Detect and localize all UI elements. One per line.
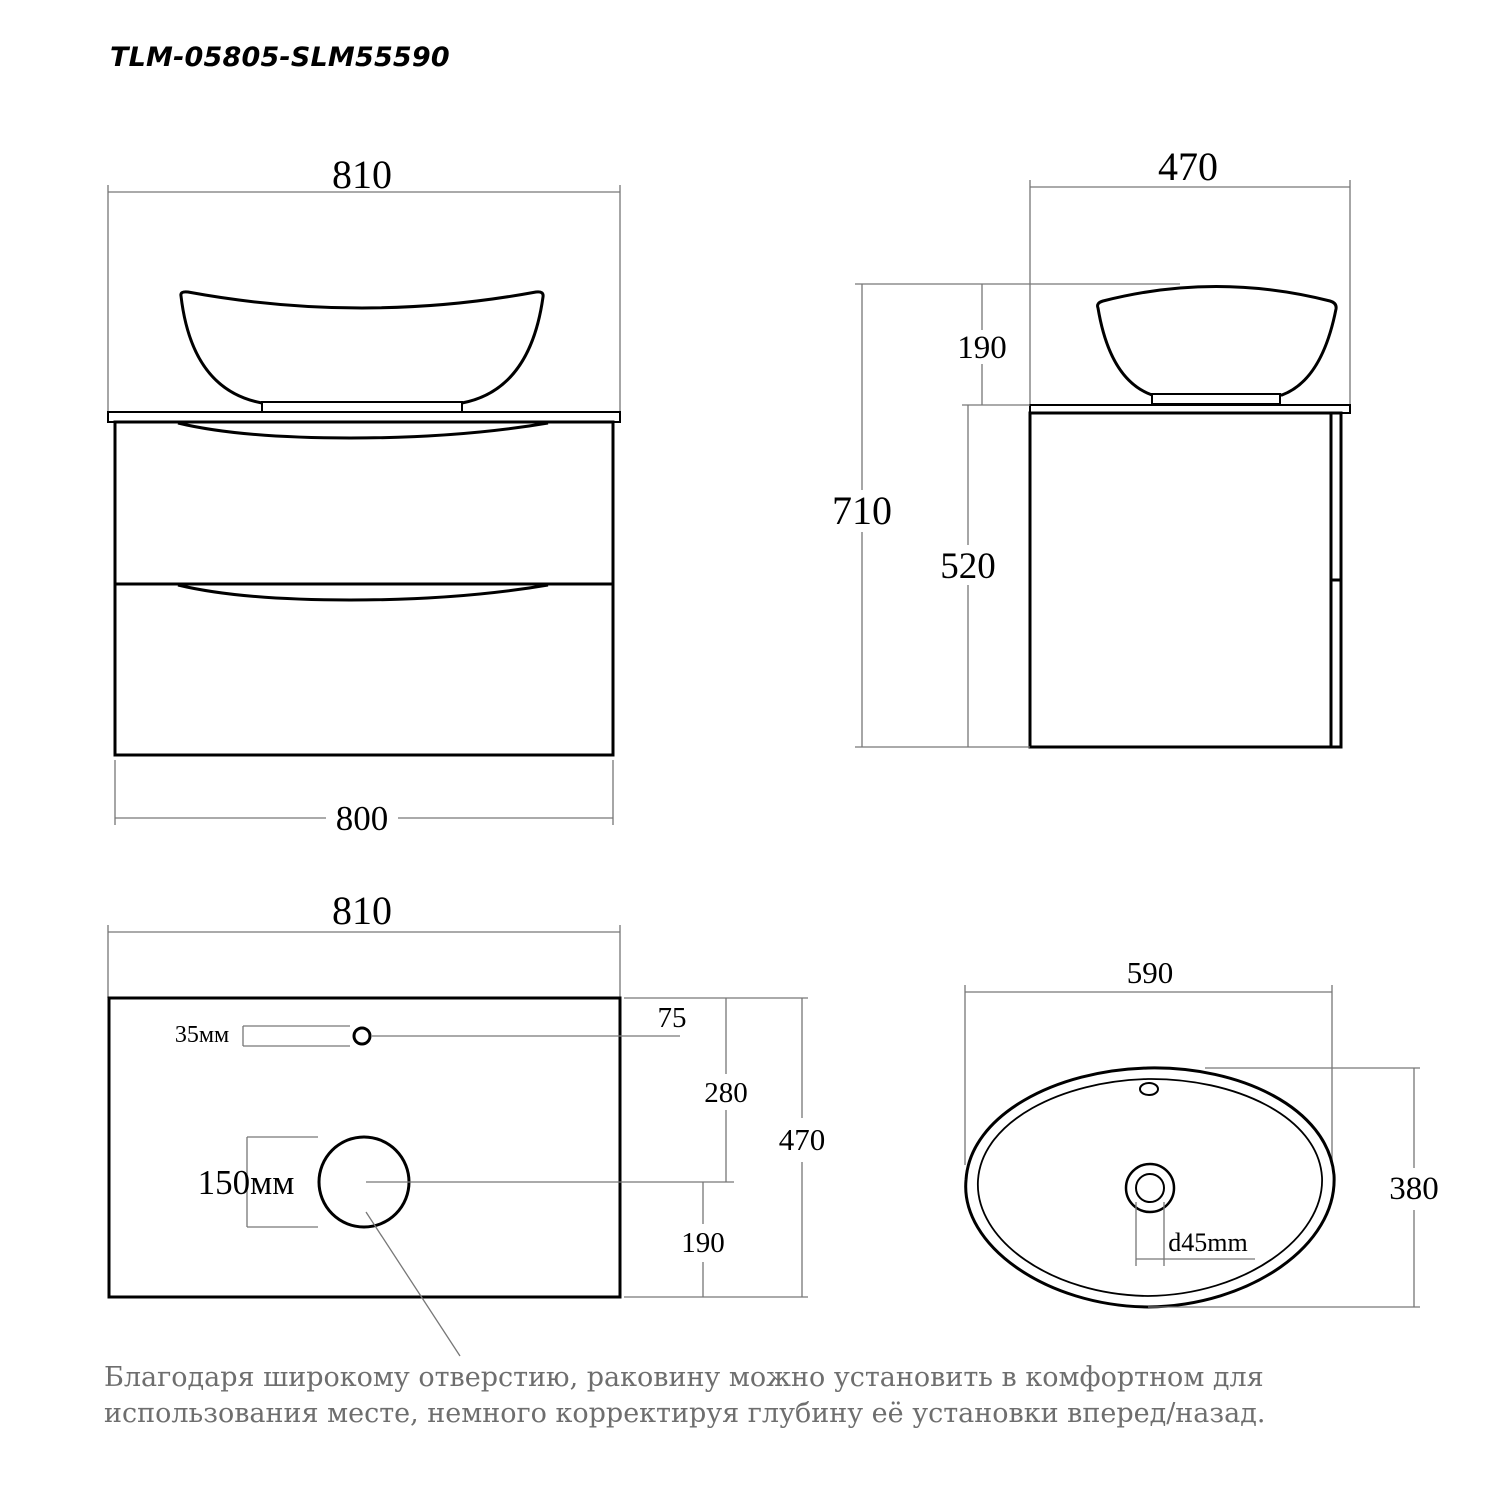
plan-drain-hole-label: 150мм bbox=[197, 1163, 295, 1202]
plan-tap-hole-label: 35мм bbox=[174, 1022, 230, 1048]
plan-drain-offset-top-label: 280 bbox=[704, 1077, 748, 1109]
plan-depth-label: 470 bbox=[778, 1122, 826, 1157]
side-depth-dimension bbox=[1030, 144, 1350, 406]
basin-depth-label: 380 bbox=[1389, 1171, 1439, 1207]
model-title: TLM-05805-SLM55590 bbox=[110, 42, 450, 73]
basin-overflow-hole bbox=[1140, 1083, 1158, 1095]
side-basin-height-label: 190 bbox=[957, 330, 1007, 366]
front-basin-outline bbox=[181, 292, 543, 403]
side-cabinet-height-label: 520 bbox=[940, 546, 996, 587]
plan-width-dimension bbox=[108, 888, 620, 998]
plan-view bbox=[108, 888, 825, 1356]
plan-tap-hole bbox=[354, 1028, 370, 1044]
basin-width-dimension bbox=[965, 955, 1332, 1165]
side-basin-outline bbox=[1098, 287, 1337, 396]
front-top-width-dimension bbox=[108, 152, 620, 412]
side-depth-label: 470 bbox=[1158, 144, 1218, 189]
plan-drain-offset-bottom-label: 190 bbox=[681, 1227, 725, 1259]
side-basin-base bbox=[1152, 394, 1280, 404]
basin-width-label: 590 bbox=[1126, 955, 1174, 990]
side-height-dimensions bbox=[832, 284, 1180, 747]
basin-plan-view bbox=[965, 955, 1439, 1307]
front-drawer-handle-top bbox=[178, 423, 548, 438]
front-drawer-handle-bottom bbox=[178, 585, 548, 600]
side-total-height-label: 710 bbox=[832, 488, 892, 533]
side-view bbox=[832, 144, 1350, 747]
plan-tap-offset-label: 75 bbox=[657, 1002, 687, 1034]
note-leader-line bbox=[366, 1212, 460, 1356]
plan-width-label: 810 bbox=[332, 888, 392, 933]
installation-note bbox=[104, 1360, 1424, 1432]
front-top-width-label: 810 bbox=[332, 152, 392, 197]
front-bottom-width-label: 800 bbox=[335, 799, 389, 838]
front-basin-base bbox=[262, 402, 462, 412]
installation-note-line-1: Благодаря широкому отверстию, раковину можно установить в комфортном для bbox=[104, 1362, 1264, 1393]
basin-depth-dimension bbox=[1148, 1068, 1439, 1307]
installation-note-line-2: использования месте, немного корректируя глубину её установки вперед/назад. bbox=[104, 1398, 1266, 1429]
front-bottom-width-dimension bbox=[115, 760, 613, 838]
basin-drain-inner bbox=[1136, 1174, 1164, 1202]
basin-drain-diameter-label: d45mm bbox=[1168, 1228, 1248, 1257]
side-cabinet bbox=[1030, 413, 1331, 747]
front-view bbox=[108, 152, 620, 838]
